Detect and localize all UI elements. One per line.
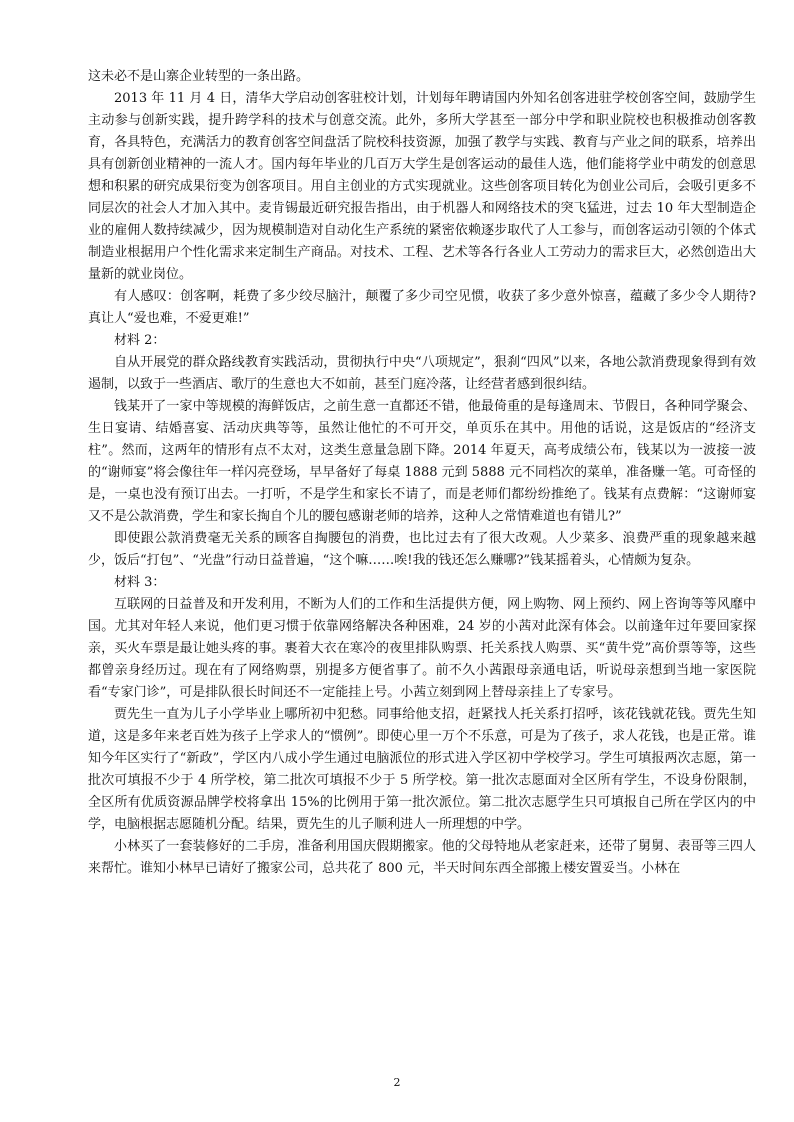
paragraph-intro-tail: 这未必不是山寨企业转型的一条出路。 (88, 69, 310, 84)
paragraph-self-paid: 即使跟公款消费毫无关系的顾客自掏腰包的消费，也比过去有了很大改观。人少菜多、浪费严重的现象越来越少，饭后“打包”、“光盘”行动日益普遍，“这个嘛……唉!我的钱还怎么赚哪?”钱某摇着头，心情颇为复杂。 (88, 531, 756, 568)
paragraph-mass-line: 自从开展党的群众路线教育实践活动，贯彻执行中央“八项规定”，狠刹“四风”以来，各地公款消费现象得到有效遏制，以致于一些酒店、歌厅的生意也大不如前，甚至门庭冷落，让经营者感到很纠结。 (88, 355, 756, 392)
paragraph-maker-sigh: 有人感叹：创客啊，耗费了多少绞尽脑汁，颠覆了多少司空见惯，收获了多少意外惊喜，蕴藏了多少令人期待?真让人“爱也难，不爱更难!” (88, 289, 756, 326)
document-body (88, 66, 756, 880)
paragraph-jia-school: 贾先生一直为儿子小学毕业上哪所初中犯愁。同事给他支招，赶紧找人托关系打招呼，该花钱就花钱。贾先生知道，这是多年来老百姓为孩子上学求人的“惯例”。即使心里一万个不乐意，可是为了孩子，求人花钱，也是正常。谁知今年区实行了“新政”，学区内八成小学生通过电脑派位的形式进入学区初中学校学习。学生可填报两次志愿，第一批次可填报不少于 4 所学校，第二批次可填报不少于 5 所学校。第一批次志愿面对全区所有学生，不设身份限制，全区所有优质资源品牌学校将拿出 15%的比例用于第一批次派位。第二批次志愿学生只可填报自己所在学区内的中学，电脑根据志愿随机分配。结果，贾先生的儿子顺利进人一所理想的中学。 (88, 707, 756, 832)
paragraph-internet: 互联网的日益普及和开发利用，不断为人们的工作和生活提供方便，网上购物、网上预约、网上咨询等等风靡中国。尤其对年轻人来说，他们更习惯于依靠网络解决各种困难，24 岁的小茜对此深有体会。以前逢年过年要回家探亲，买火车票是最让她头疼的事。裹着大衣在寒冷的夜里排队购票、托关系找人购票、买“黄牛党”高价票等等，这些都曾亲身经历过。现在有了网络购票，别提多方便省事了。前不久小茜跟母亲通电话，听说母亲想到当地一家医院看“专家门诊”，可是排队很长时间还不一定能挂上号。小茜立刻到网上替母亲挂上了专家号。 (88, 597, 756, 700)
paragraph-qian-restaurant: 钱某开了一家中等规模的海鲜饭店，之前生意一直都还不错，他最倚重的是每逢周末、节假日，各种同学聚会、生日宴请、结婚喜宴、活动庆典等等，虽然让他忙的不可开交，单页乐在其中。用他的话说，这是饭店的“经济支柱”。然而，这两年的情形有点不太对，这类生意量急剧下降。2014 年夏天，高考成绩公布，钱某以为一波接一波的“谢师宴”将会像往年一样闪亮登场，早早备好了每桌 1888 元到 5888 元不同档次的菜单，准备赚一笔。可奇怪的是，一桌也没有预订出去。一打听，不是学生和家长不请了，而是老师们都纷纷推绝了。钱某有点费解：“这谢师宴又不是公款消费，学生和家长掏自个儿的腰包感谢老师的培养，这种人之常情难道也有错儿?” (88, 399, 756, 524)
paragraph-xiaolin-moving: 小林买了一套装修好的二手房，准备利用国庆假期搬家。他的父母特地从老家赶来，还带了舅舅、表哥等三四人来帮忙。谁知小林早已请好了搬家公司，总共花了 800 元，半天时间东西全部搬上楼安置妥当。小林在 (88, 839, 756, 876)
material-2-heading: 材料 2： (114, 333, 166, 348)
material-3-heading: 材料 3： (114, 575, 166, 590)
page-number: 2 (393, 1076, 401, 1089)
paragraph-tsinghua-maker: 2013 年 11 月 4 日，清华大学启动创客驻校计划，计划每年聘请国内外知名创客进驻学校创客空间，鼓励学生主动参与创新实践，提升跨学科的技术与创意交流。此外，多所大学甚至一部分中学和职业院校也积极推动创客教育，各具特色，充满活力的教育创客空间盘活了院校科技资源，加强了教学与实践、教育与产业之间的联系，培养出具有创新创业精神的一流人才。国内每年毕业的几百万大学生是创客运动的最佳人选，他们能将学业中萌发的创意思想和积累的研究成果衍变为创客项目。用自主创业的方式实现就业。这些创客项目转化为创业公司后，会吸引更多不同层次的社会人才加入其中。麦肯锡最近研究报告指出，由于机器人和网络技术的突飞猛进，过去 10 年大型制造企业的雇佣人数持续减少，因为规模制造对自动化生产系统的紧密依赖逐步取代了人工参与，而创客运动引领的个体式制造业根据用户个性化需求来定制生产商品。对技术、工程、艺术等各行各业人工劳动力的需求巨大，必然创造出大量新的就业岗位。 (88, 91, 756, 282)
